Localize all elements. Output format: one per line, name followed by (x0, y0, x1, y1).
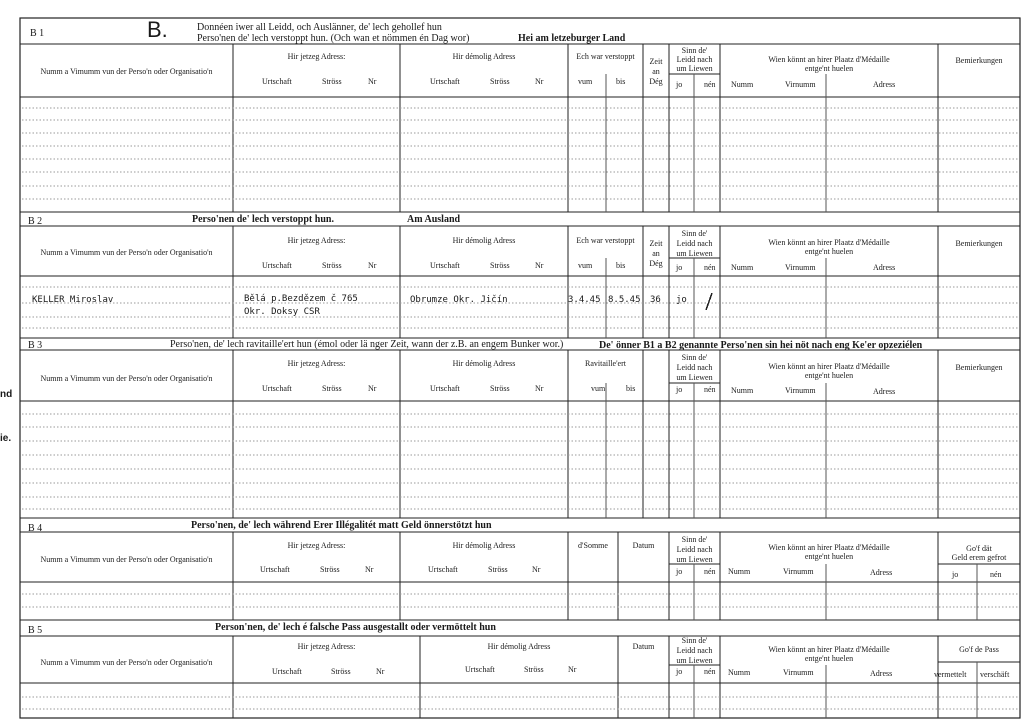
b1-nr-2: Nr (535, 77, 544, 86)
section-label-b2: B 2 (28, 216, 43, 227)
b4-stross-2: Ströss (488, 565, 508, 574)
section-label-b1: B 1 (30, 28, 45, 39)
b1-vum: vum (578, 77, 593, 86)
b3-numm: Numm (731, 386, 754, 395)
b4-somme: d'Somme (578, 541, 608, 550)
b3-nr-2: Nr (535, 384, 544, 393)
section-label-b3: B 3 (28, 340, 43, 351)
b1-zeit-3: Dég (649, 77, 663, 86)
b5-urtschaft-2: Urtschaft (465, 665, 495, 674)
b4-geld-jo: jo (952, 570, 959, 579)
b2-stross: Ströss (322, 261, 342, 270)
b4-urtschaft-2: Urtschaft (428, 565, 458, 574)
b3-stross-2: Ströss (490, 384, 510, 393)
b1-adress: Adress (873, 80, 896, 89)
b5-pass: Go'f de Pass (959, 645, 999, 654)
b4-sinn-1: Sinn de' (681, 535, 708, 544)
b3-name-col: Numm a Vimumm vun der Perso'n oder Organisatio'n (40, 374, 213, 383)
b2-title: Perso'nen de' lech verstoppt hun. (192, 214, 334, 225)
b5-verschaft: verschäft (980, 670, 1010, 679)
b1-name-col: Numm a Vimumm vun der Perso'n oder Organisatio'n (40, 67, 213, 76)
header-line-2: Perso'nen de' lech verstoppt hun. (Och wan et nömmen én Dag wor) (197, 33, 470, 44)
b2-zeit-2: an (652, 249, 660, 258)
b1-sinn-2: Leidd nach (676, 55, 713, 64)
b2-entry-addr1: Bělá p.Bezdězem č 765 (244, 294, 358, 304)
margin-text-b: ie. (0, 433, 12, 444)
b3-stross: Ströss (322, 384, 342, 393)
b4-virnumm: Virnumm (783, 567, 814, 576)
b1-hidden-col: Ech war verstoppt (576, 52, 635, 61)
b4-adress: Adress (870, 568, 893, 577)
b1-sinn-3: um Liewen (676, 64, 713, 73)
section-label-b5: B 5 (28, 625, 43, 636)
b5-adress: Adress (870, 669, 893, 678)
b5-nen: nén (704, 667, 716, 676)
b2-medal-2: entge'nt huelen (804, 247, 854, 256)
b5-virnumm: Virnumm (783, 668, 814, 677)
b2-virnumm: Virnumm (785, 263, 816, 272)
b5-stross: Ströss (331, 667, 351, 676)
header-line-1: Donnéen iwer all Leidd, och Auslänner, de' lech gehollef hun (197, 22, 442, 33)
b2-nen: nén (704, 263, 716, 272)
b1-stross: Ströss (322, 77, 342, 86)
b2-sinn-3: um Liewen (676, 249, 713, 258)
b4-urtschaft: Urtschaft (260, 565, 290, 574)
b4-name-col: Numm a Vimumm vun der Perso'n oder Organisatio'n (40, 555, 213, 564)
b3-urtschaft-2: Urtschaft (430, 384, 460, 393)
b3-title-right: De' önner B1 a B2 genannte Perso'nen sin hei nöt nach eng Ke'er opzeziélen (599, 340, 923, 351)
b4-demolished-addr: Hir démolig Adress (452, 541, 516, 550)
b3-current-addr: Hir jetzeg Adress: (287, 359, 346, 368)
b3-demolished-addr: Hir démolig Adress (452, 359, 516, 368)
b3-medal-1: Wien könnt an hirer Plaatz d'Médaille (768, 362, 890, 371)
b2-stross-2: Ströss (490, 261, 510, 270)
b5-sinn-2: Leidd nach (676, 646, 713, 655)
header-right: Hei am letzeburger Land (518, 33, 626, 44)
b2-medal-1: Wien könnt an hirer Plaatz d'Médaille (768, 238, 890, 247)
b5-nr: Nr (376, 667, 385, 676)
b2-hidden-col: Ech war verstoppt (576, 236, 635, 245)
b1-sinn-1: Sinn de' (681, 46, 708, 55)
b5-sinn-3: um Liewen (676, 656, 713, 665)
b2-entry-demolished: Obrumze Okr. Jičín (410, 295, 508, 305)
b2-vum: vum (578, 261, 593, 270)
b5-datum: Datum (632, 642, 655, 651)
b4-sinn-3: um Liewen (676, 555, 713, 564)
b4-medal-1: Wien könnt an hirer Plaatz d'Médaille (768, 543, 890, 552)
b2-bemierkungen: Bemierkungen (955, 239, 1003, 248)
b2-numm: Numm (731, 263, 754, 272)
handwritten-slash (706, 293, 712, 310)
b4-nr: Nr (365, 565, 374, 574)
form-letter: B. (147, 17, 168, 42)
b1-jo: jo (676, 80, 683, 89)
b1-zeit-1: Zeit (649, 57, 663, 66)
b5-name-col: Numm a Vimumm vun der Perso'n oder Organisatio'n (40, 658, 213, 667)
b2-entry-alive: jo (676, 295, 687, 305)
b1-virnumm: Virnumm (785, 80, 816, 89)
b2-title-right: Am Ausland (407, 214, 461, 225)
b1-demolished-addr: Hir démolig Adress (452, 52, 516, 61)
b4-geld-2: Geld erem gefrot (951, 553, 1007, 562)
b3-sinn-3: um Liewen (676, 373, 713, 382)
b1-bis: bis (616, 77, 626, 86)
b3-sinn-2: Leidd nach (676, 363, 713, 372)
b2-entry-days: 36 (650, 295, 661, 305)
b5-title: Person'nen, de' lech é falsche Pass ausgestallt oder vermöttelt hun (215, 622, 496, 633)
margin-text-a: nd (0, 389, 13, 400)
b1-urtschaft: Urtschaft (262, 77, 292, 86)
b1-current-addr: Hir jetzeg Adress: (287, 52, 346, 61)
b4-geld-nen: nén (990, 570, 1002, 579)
b2-entry-name: KELLER Miroslav (32, 295, 114, 305)
b5-urtschaft: Urtschaft (272, 667, 302, 676)
b2-jo: jo (676, 263, 683, 272)
b1-nen: nén (704, 80, 716, 89)
b4-datum: Datum (632, 541, 655, 550)
b2-entry-to: 8.5.45 (608, 295, 641, 305)
b2-bis: bis (616, 261, 626, 270)
b5-nr-2: Nr (568, 665, 577, 674)
b5-demolished-addr: Hir démolig Adress (487, 642, 551, 651)
b5-current-addr: Hir jetzeg Adress: (297, 642, 356, 651)
b3-title: Perso'nen, de' lech ravitaille'ert hun (émol oder lä nger Zeit, wann der z.B. an engem Bunker wor.) (170, 339, 564, 350)
b3-adress: Adress (873, 387, 896, 396)
b2-sinn-1: Sinn de' (681, 229, 708, 238)
b4-medal-2: entge'nt huelen (804, 552, 854, 561)
b2-urtschaft: Urtschaft (262, 261, 292, 270)
b2-urtschaft-2: Urtschaft (430, 261, 460, 270)
b5-sinn-1: Sinn de' (681, 636, 708, 645)
b2-demolished-addr: Hir démolig Adress (452, 236, 516, 245)
b5-numm: Numm (728, 668, 751, 677)
b5-jo: jo (676, 667, 683, 676)
b4-geld-1: Go'f dät (966, 544, 992, 553)
b4-numm: Numm (728, 567, 751, 576)
b3-jo: jo (676, 385, 683, 394)
b1-bemierkungen: Bemierkungen (955, 56, 1003, 65)
b2-name-col: Numm a Vimumm vun der Perso'n oder Organisatio'n (40, 248, 213, 257)
b5-stross-2: Ströss (524, 665, 544, 674)
b4-current-addr: Hir jetzeg Adress: (287, 541, 346, 550)
b2-adress: Adress (873, 263, 896, 272)
b1-stross-2: Ströss (490, 77, 510, 86)
b1-numm: Numm (731, 80, 754, 89)
b2-zeit-3: Dég (649, 259, 663, 268)
b3-nr: Nr (368, 384, 377, 393)
b4-nr-2: Nr (532, 565, 541, 574)
b1-medal-2: entge'nt huelen (804, 64, 854, 73)
b1-urtschaft-2: Urtschaft (430, 77, 460, 86)
b3-virnumm: Virnumm (785, 386, 816, 395)
b3-rav: Ravitaille'ert (585, 359, 626, 368)
b2-entry-addr2: Okr. Doksy CSR (244, 307, 320, 317)
b3-bis: bis (626, 384, 636, 393)
b4-sinn-2: Leidd nach (676, 545, 713, 554)
b4-nen: nén (704, 567, 716, 576)
b4-title: Perso'nen, de' lech während Erer Illégalitét matt Geld önnerstötzt hun (191, 520, 492, 531)
b5-medal-2: entge'nt huelen (804, 654, 854, 663)
b3-urtschaft: Urtschaft (262, 384, 292, 393)
b3-nen: nén (704, 385, 716, 394)
b2-sinn-2: Leidd nach (676, 239, 713, 248)
b3-medal-2: entge'nt huelen (804, 371, 854, 380)
b2-nr: Nr (368, 261, 377, 270)
b4-stross: Ströss (320, 565, 340, 574)
b4-jo: jo (676, 567, 683, 576)
b3-vum: vum (591, 384, 606, 393)
b3-sinn-1: Sinn de' (681, 353, 708, 362)
b1-zeit-2: an (652, 67, 660, 76)
b2-nr-2: Nr (535, 261, 544, 270)
b1-medal-1: Wien könnt an hirer Plaatz d'Médaille (768, 55, 890, 64)
section-label-b4: B 4 (28, 523, 43, 534)
b3-bemierkungen: Bemierkungen (955, 363, 1003, 372)
b5-medal-1: Wien könnt an hirer Plaatz d'Médaille (768, 645, 890, 654)
b2-entry-from: 3.4.45 (568, 295, 601, 305)
b2-current-addr: Hir jetzeg Adress: (287, 236, 346, 245)
b2-zeit-1: Zeit (649, 239, 663, 248)
b1-nr: Nr (368, 77, 377, 86)
b5-vermettelt: vermettelt (934, 670, 967, 679)
